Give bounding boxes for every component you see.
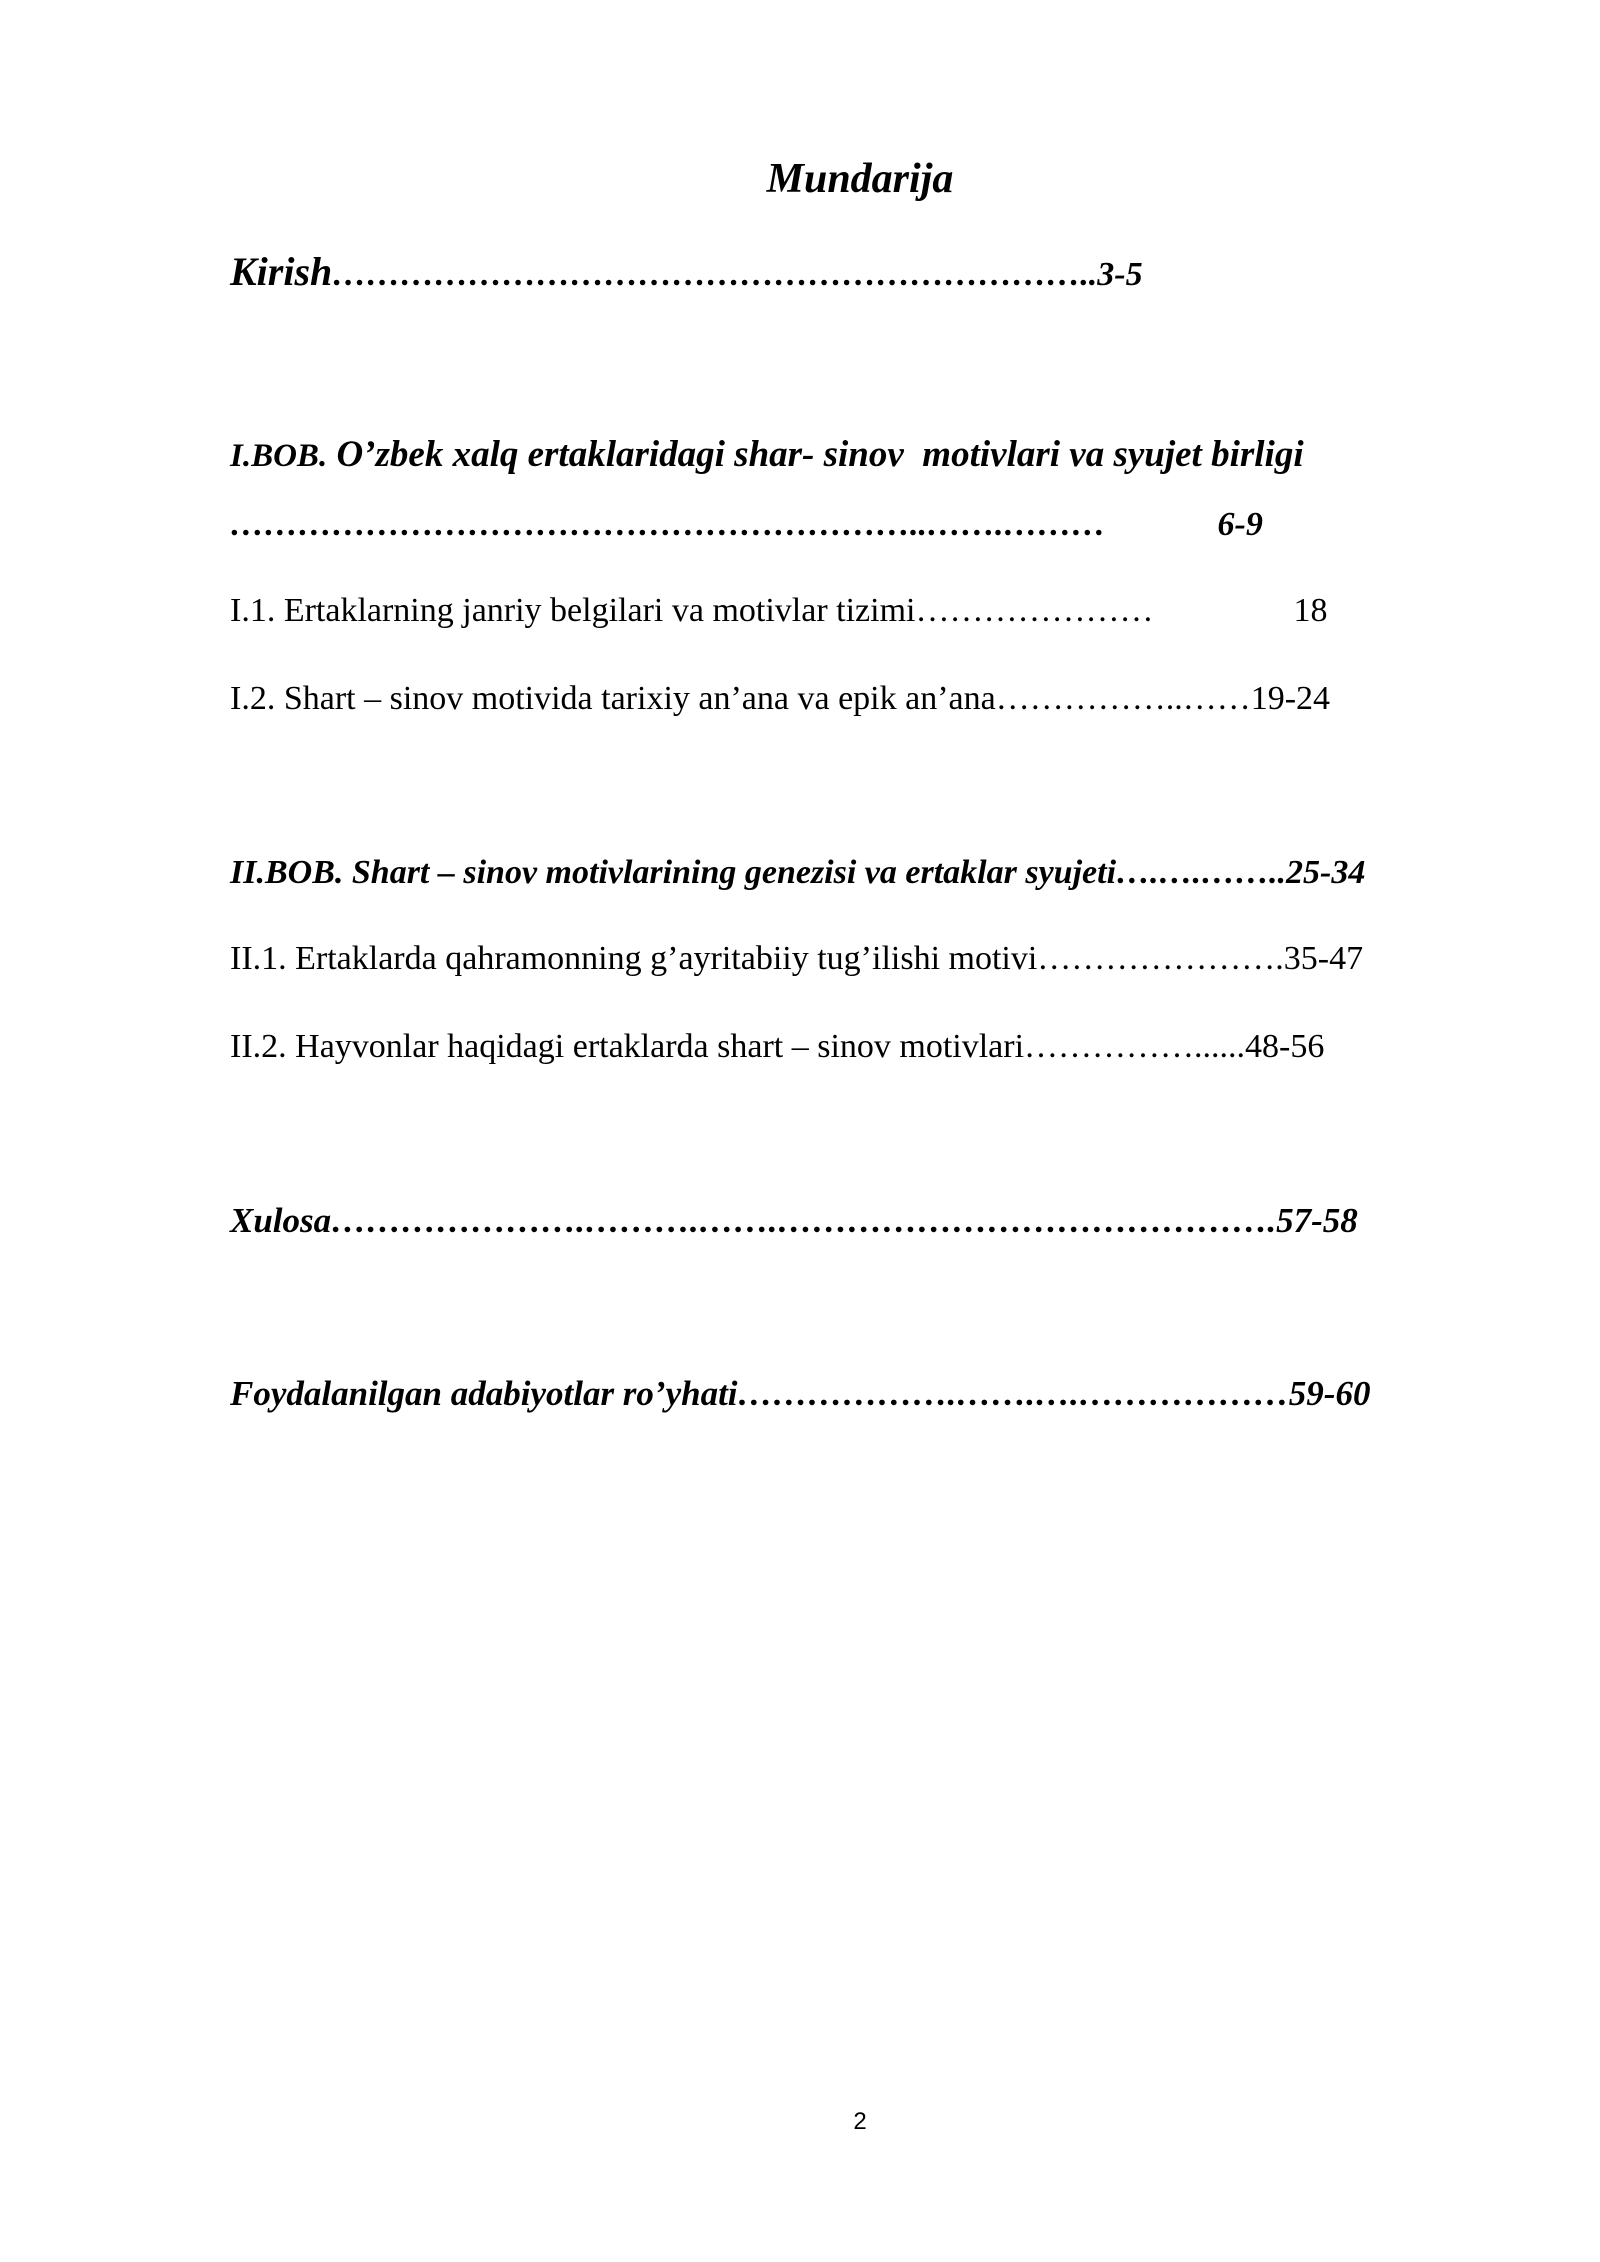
toc-page-range: 6-9 <box>1217 506 1263 543</box>
toc-entry-chapter-1 <box>230 436 1304 473</box>
page-number: 2 <box>853 2108 867 2135</box>
chapter-heading: O’zbek xalq ertaklaridagi shar- sinov motivlari va syujet birligi <box>327 434 1304 475</box>
toc-entry-chapter-1-leader <box>230 508 1263 542</box>
toc-entry-text: I.1. Ertaklarning janriy belgilari va motivlar tizimi………………… <box>230 592 1154 629</box>
toc-entry-references: Foydalanilgan adabiyotlar ro’yhati……………….…….….………………59-60 <box>230 1374 1371 1413</box>
toc-entry-section-2-1: II.1. Ertaklarda qahramonning g’ayritabiiy tug’ilishi motivi………………….35-47 <box>230 940 1364 977</box>
toc-entry-section-2-2: II.2. Hayvonlar haqidagi ertaklarda shart – sinov motivlari……………......48-56 <box>230 1028 1325 1065</box>
toc-page-range: 3-5 <box>1097 256 1143 293</box>
toc-entry-conclusion: Xulosa………………….……….…….…………………………………….57-58 <box>230 1201 1358 1240</box>
toc-entry-section-1-2: I.2. Shart – sinov motivida tarixiy an’ana va epik an’ana……………..……19-24 <box>230 680 1331 717</box>
toc-leader-dots: ………………………………………………………….. <box>332 256 1098 293</box>
toc-leader-dots: ……………………………………………………..…….……… <box>230 506 1106 543</box>
toc-entry-label: Kirish <box>230 249 333 294</box>
chapter-prefix: I.BOB. <box>230 438 328 474</box>
toc-entry-section-1-1 <box>230 594 1327 628</box>
toc-entry-kirish <box>230 249 1143 294</box>
toc-page-range: 18 <box>1293 592 1328 629</box>
toc-entry-chapter-2: II.BOB. Shart – sinov motivlarining genezisi va ertaklar syujeti….….……..25-34 <box>230 854 1366 891</box>
toc-title: Mundarija <box>766 156 954 202</box>
